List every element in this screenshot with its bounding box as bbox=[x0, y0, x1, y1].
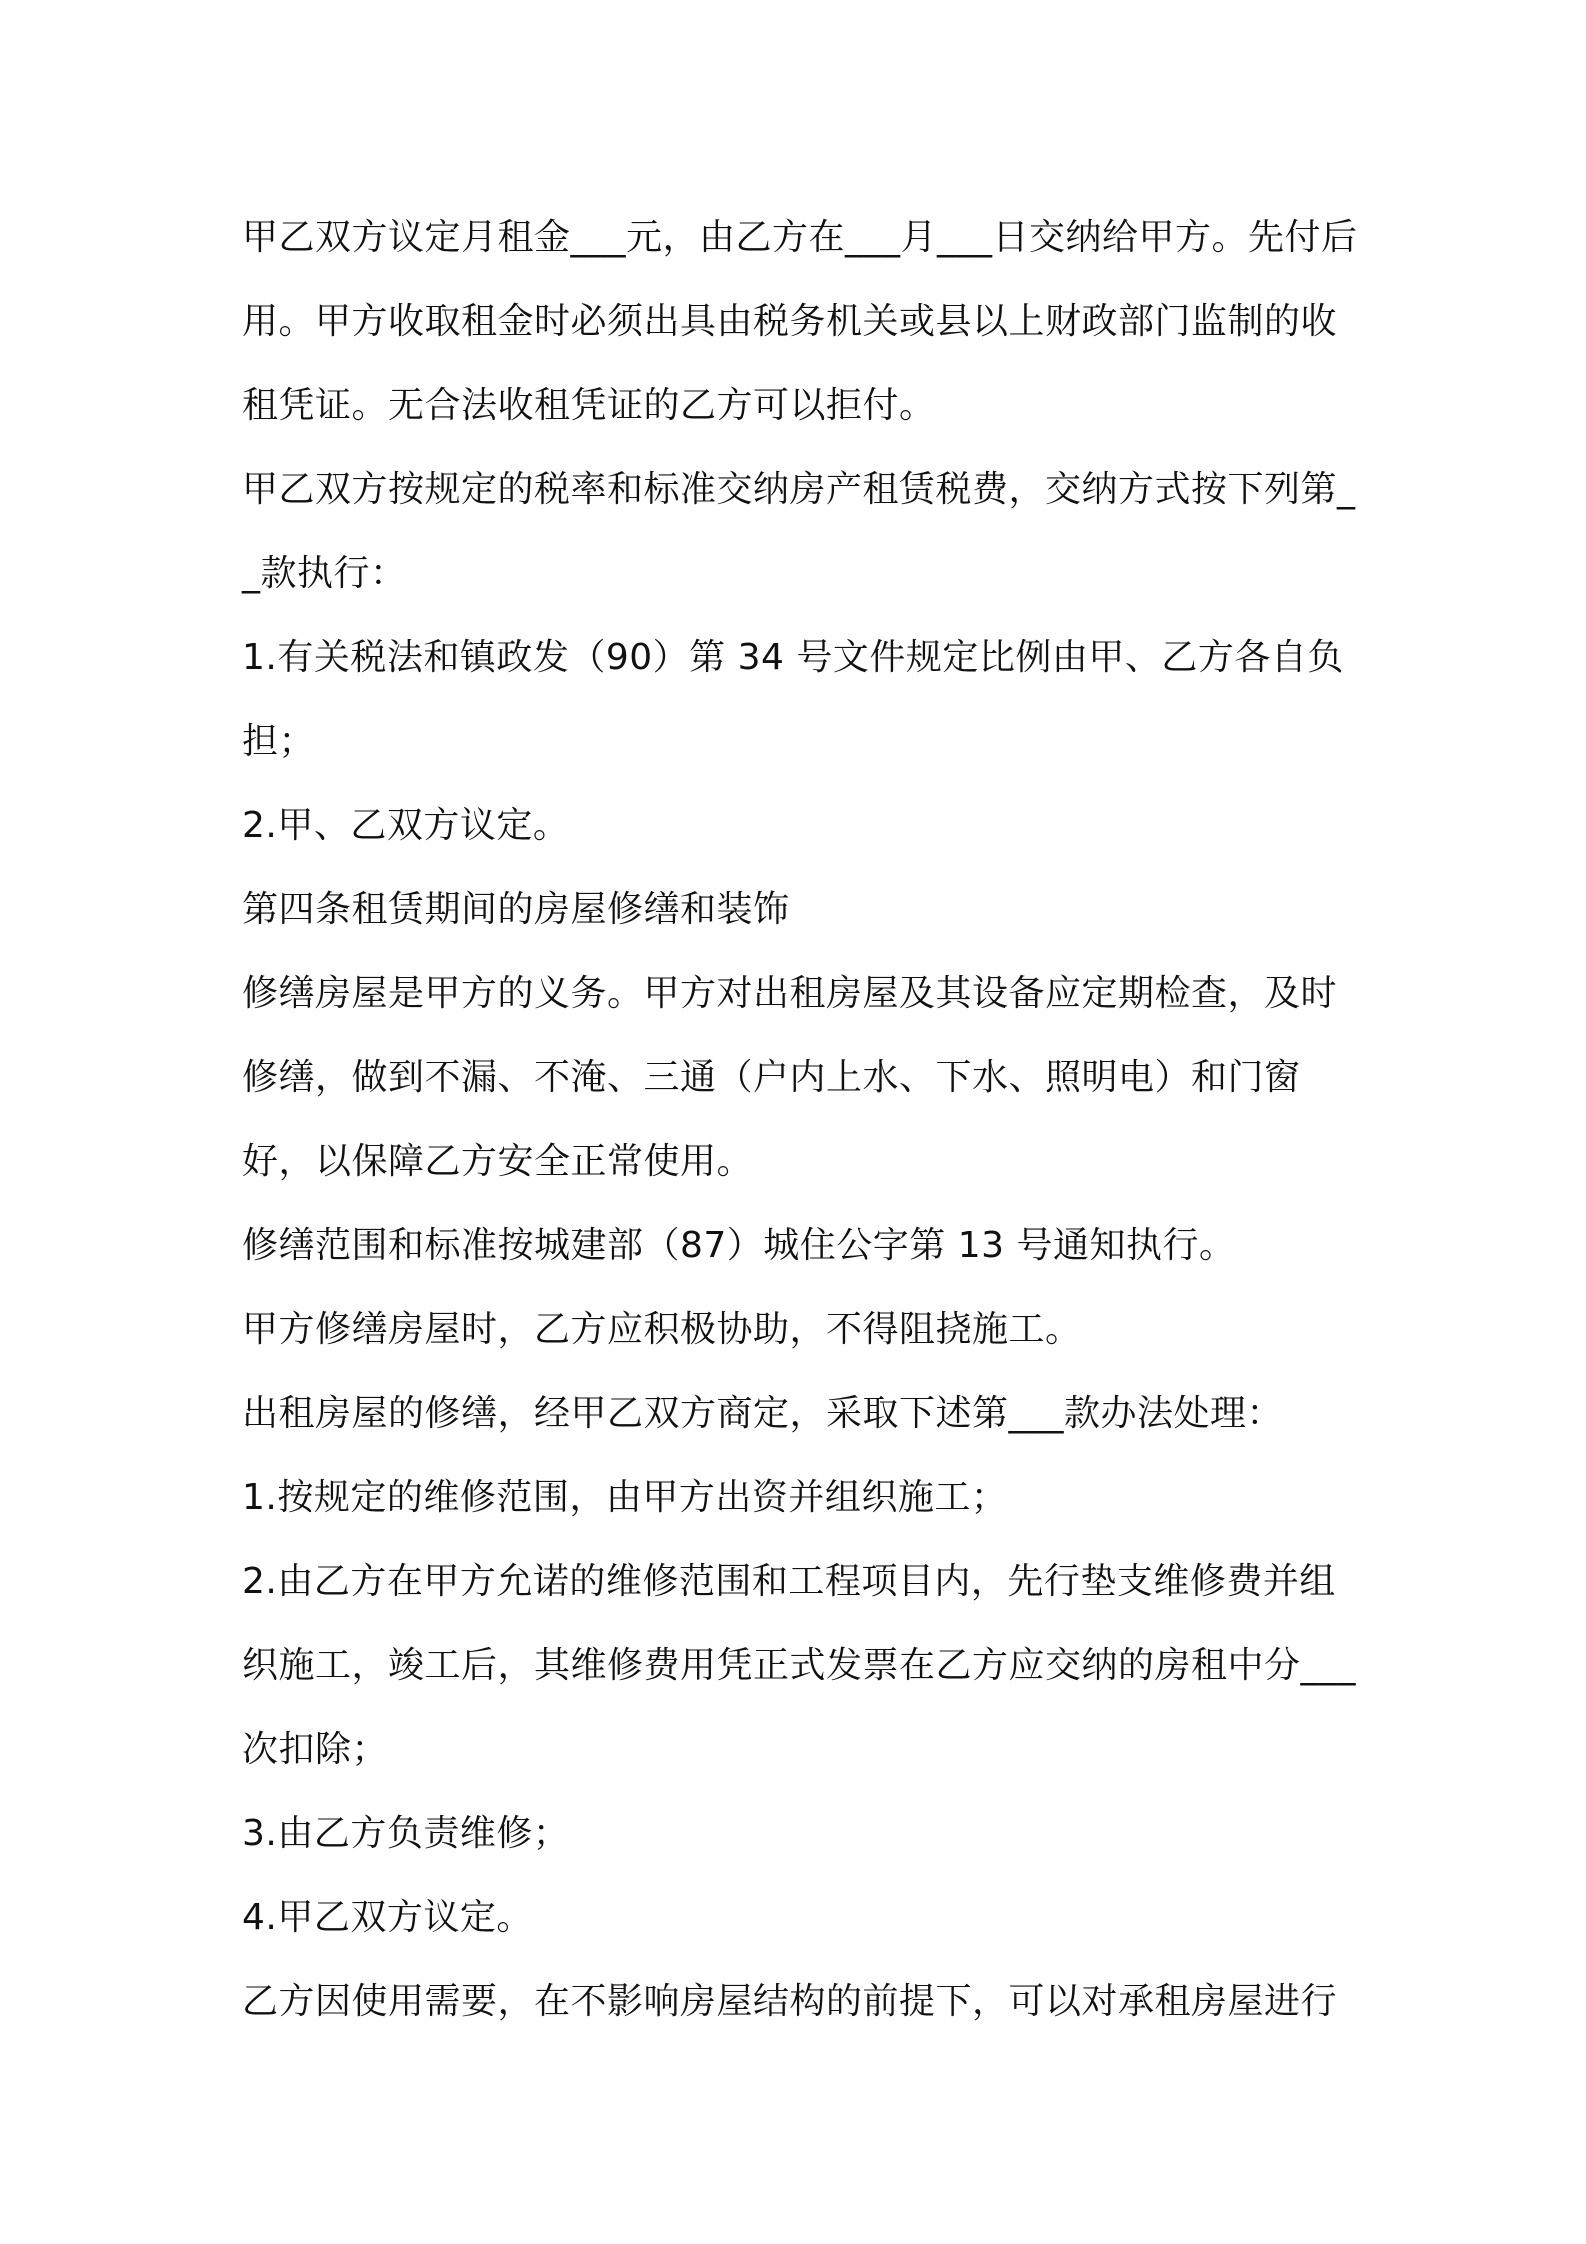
section-heading-article-4: 第四条租赁期间的房屋修缮和装饰 bbox=[242, 889, 790, 930]
paragraph-tax-option-2: 2.甲、乙双方议定。 bbox=[242, 805, 570, 846]
paragraph-repair-obligation: 修缮房屋是甲方的义务。甲方对出租房屋及其设备应定期检查，及时修缮，做到不漏、不淹、三通（户内上水、下水、照明电）和门窗好，以保障乙方安全正常使用。 bbox=[242, 973, 1338, 1182]
paragraph-repair-option-1: 1.按规定的维修范围，由甲方出资并组织施工； bbox=[242, 1477, 1008, 1518]
paragraph-repair-cooperation: 甲方修缮房屋时，乙方应积极协助，不得阻挠施工。 bbox=[242, 1309, 1082, 1350]
document-body bbox=[242, 196, 1362, 2044]
paragraph-repair-option-2: 2.由乙方在甲方允诺的维修范围和工程项目内，先行垫支维修费并组织施工，竣工后，其维修费用凭正式发票在乙方应交纳的房租中分___次扣除； bbox=[242, 1561, 1357, 1770]
paragraph-repair-option-3: 3.由乙方负责维修； bbox=[242, 1813, 570, 1854]
paragraph-decoration: 乙方因使用需要，在不影响房屋结构的前提下，可以对承租房屋进行 bbox=[242, 1981, 1338, 2022]
paragraph-repair-option-4: 4.甲乙双方议定。 bbox=[242, 1897, 533, 1938]
paragraph-repair-method: 出租房屋的修缮，经甲乙双方商定，采取下述第___款办法处理： bbox=[242, 1393, 1284, 1434]
paragraph-tax-payment: 甲乙双方按规定的税率和标准交纳房产租赁税费，交纳方式按下列第__款执行： bbox=[242, 469, 1356, 594]
paragraph-tax-option-1: 1.有关税法和镇政发（90）第 34 号文件规定比例由甲、乙方各自负担； bbox=[242, 637, 1344, 762]
paragraph-repair-scope: 修缮范围和标准按城建部（87）城住公字第 13 号通知执行。 bbox=[242, 1225, 1236, 1266]
paragraph-rent-payment: 甲乙双方议定月租金___元，由乙方在___月___日交纳给甲方。先付后用。甲方收取租金时必须出具由税务机关或县以上财政部门监制的收租凭证。无合法收租凭证的乙方可以拒付。 bbox=[242, 217, 1358, 426]
